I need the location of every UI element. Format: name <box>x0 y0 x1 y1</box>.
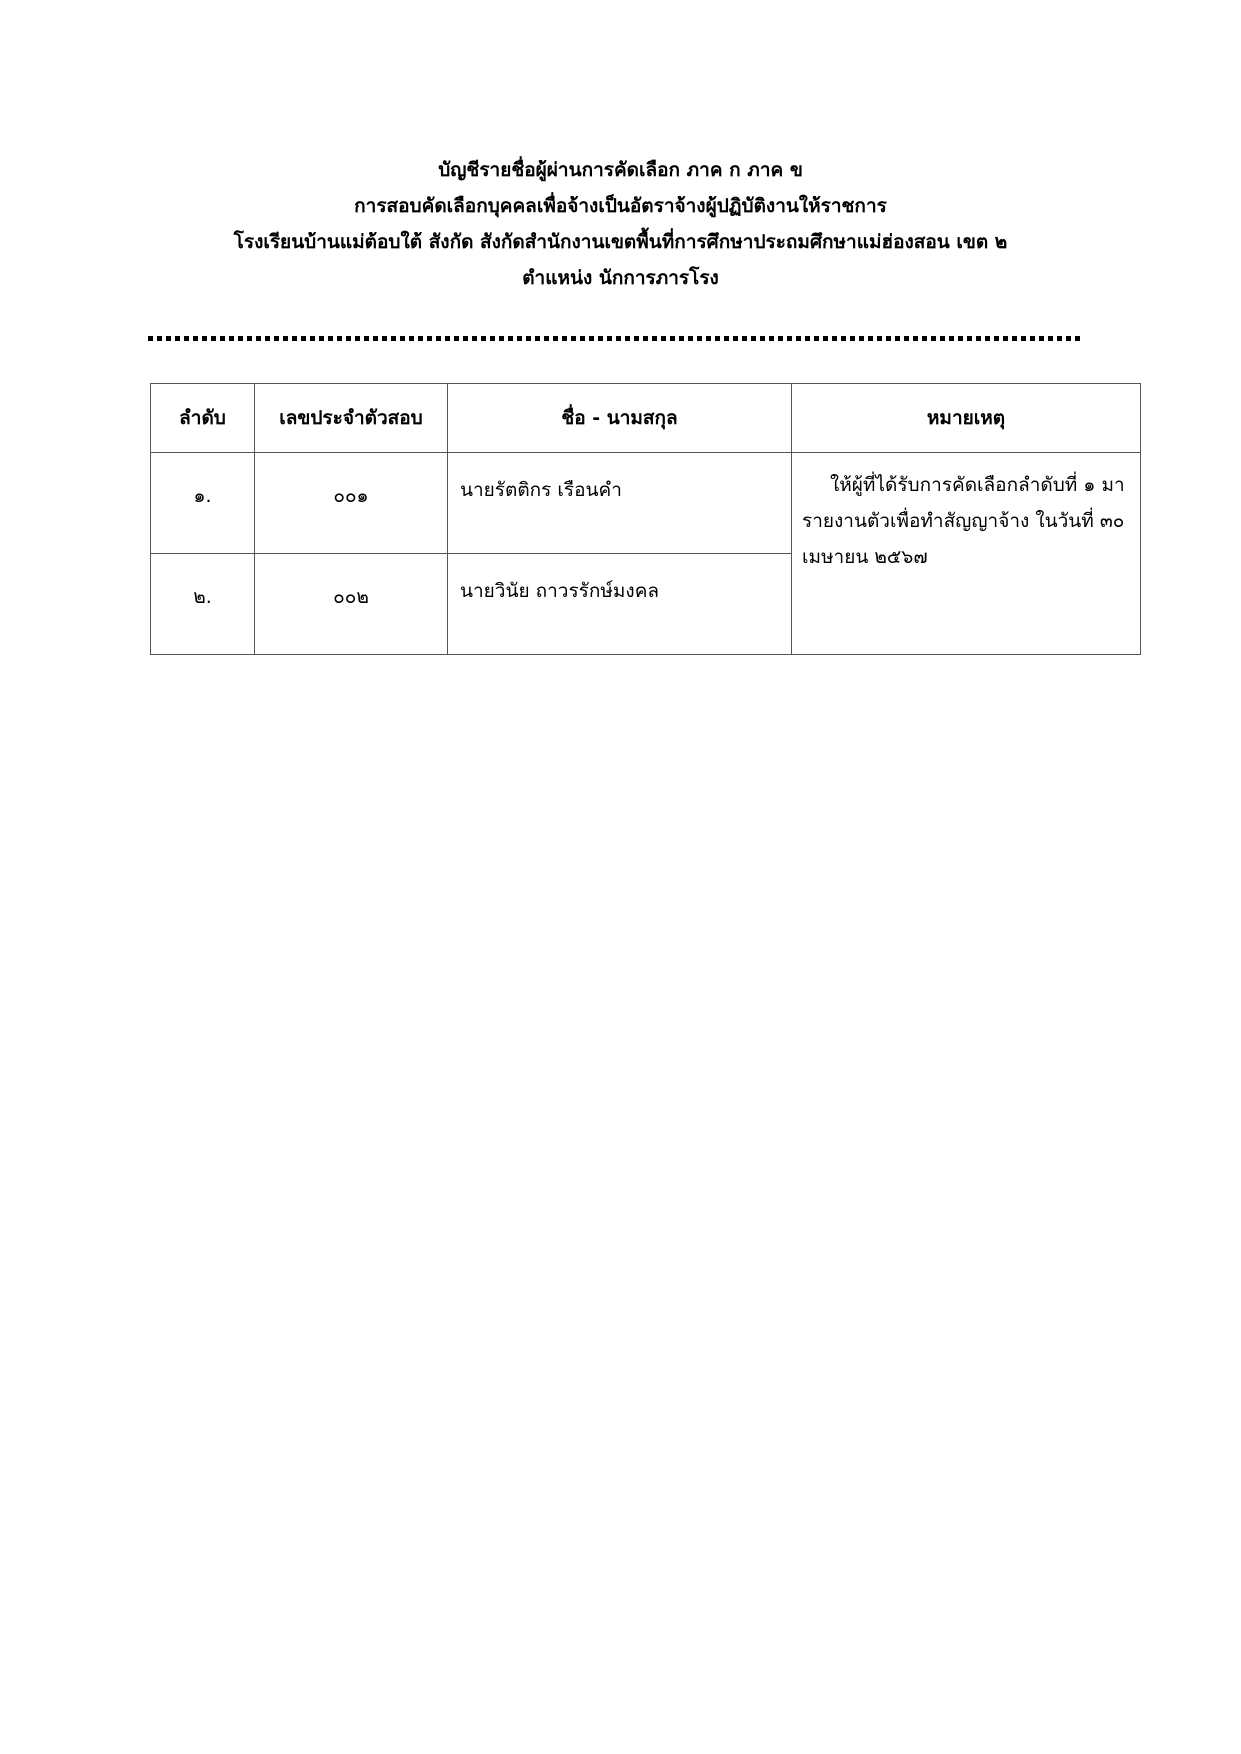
note-cell <box>792 453 1141 655</box>
results-table <box>150 383 1141 655</box>
divider-dot <box>985 336 990 341</box>
divider-dot <box>256 336 261 341</box>
divider-dot <box>1048 336 1053 341</box>
divider-dot <box>634 336 639 341</box>
divider-dot <box>229 336 234 341</box>
divider-dot <box>652 336 657 341</box>
divider-dot <box>481 336 486 341</box>
divider-dot <box>265 336 270 341</box>
divider-dot <box>1039 336 1044 341</box>
divider-dot <box>850 336 855 341</box>
divider-dot <box>1003 336 1008 341</box>
divider-dot <box>508 336 513 341</box>
divider-dot <box>697 336 702 341</box>
document-header <box>0 152 1241 296</box>
document-title: บัญชีรายชื่อผู้ผ่านการคัดเลือก ภาค ก ภาค ข <box>438 159 803 181</box>
divider-dot <box>175 336 180 341</box>
divider-dot <box>796 336 801 341</box>
note-text: ให้ผู้ที่ได้รับการคัดเลือกลำดับที่ ๑ มารายงานตัวเพื่อทำสัญญาจ้าง ในวันที่ ๓๐ เมษายน ๒๕๖๗ <box>802 474 1125 568</box>
row-name: นายวินัย ถาวรรักษ์มงคล <box>448 554 792 655</box>
divider-dot <box>220 336 225 341</box>
divider-dot <box>319 336 324 341</box>
divider-dot <box>643 336 648 341</box>
divider-dot <box>166 336 171 341</box>
divider-dot <box>409 336 414 341</box>
dotted-divider <box>148 336 1092 345</box>
divider-dot <box>499 336 504 341</box>
divider-dot <box>733 336 738 341</box>
school-affiliation: โรงเรียนบ้านแม่ต้อบใต้ สังกัด สังกัดสำนักงานเขตพื้นที่การศึกษาประถมศึกษาแม่ฮ่องสอน เขต ๒ <box>233 231 1008 253</box>
row-order: ๑. <box>151 453 255 554</box>
divider-dot <box>1057 336 1062 341</box>
divider-dot <box>184 336 189 341</box>
divider-dot <box>238 336 243 341</box>
divider-dot <box>895 336 900 341</box>
divider-dot <box>607 336 612 341</box>
divider-dot <box>310 336 315 341</box>
divider-dot <box>472 336 477 341</box>
divider-dot <box>391 336 396 341</box>
header-note: หมายเหตุ <box>792 384 1141 453</box>
divider-dot <box>994 336 999 341</box>
divider-dot <box>823 336 828 341</box>
divider-dot <box>400 336 405 341</box>
divider-dot <box>292 336 297 341</box>
divider-dot <box>814 336 819 341</box>
divider-dot <box>1012 336 1017 341</box>
divider-dot <box>382 336 387 341</box>
divider-dot <box>742 336 747 341</box>
divider-dot <box>922 336 927 341</box>
divider-dot <box>670 336 675 341</box>
divider-dot <box>679 336 684 341</box>
divider-dot <box>1021 336 1026 341</box>
divider-dot <box>976 336 981 341</box>
divider-dot <box>211 336 216 341</box>
divider-dot <box>877 336 882 341</box>
divider-dot <box>580 336 585 341</box>
divider-dot <box>931 336 936 341</box>
divider-dot <box>913 336 918 341</box>
divider-dot <box>490 336 495 341</box>
divider-dot <box>193 336 198 341</box>
divider-dot <box>706 336 711 341</box>
divider-dot <box>346 336 351 341</box>
table-header-row <box>151 384 1141 453</box>
divider-dot <box>418 336 423 341</box>
divider-dot <box>1066 336 1071 341</box>
divider-dot <box>958 336 963 341</box>
divider-dot <box>544 336 549 341</box>
divider-dot <box>805 336 810 341</box>
divider-dot <box>841 336 846 341</box>
divider-dot <box>625 336 630 341</box>
divider-dot <box>202 336 207 341</box>
divider-dot <box>148 336 153 341</box>
divider-dot <box>751 336 756 341</box>
divider-dot <box>778 336 783 341</box>
divider-dot <box>283 336 288 341</box>
row-name: นายรัตติกร เรือนคำ <box>448 453 792 554</box>
divider-dot <box>886 336 891 341</box>
divider-dot <box>598 336 603 341</box>
divider-dot <box>589 336 594 341</box>
divider-dot <box>760 336 765 341</box>
divider-dot <box>157 336 162 341</box>
divider-dot <box>859 336 864 341</box>
divider-dot <box>247 336 252 341</box>
divider-dot <box>427 336 432 341</box>
divider-dot <box>769 336 774 341</box>
divider-dot <box>328 336 333 341</box>
divider-dot <box>967 336 972 341</box>
divider-dot <box>553 336 558 341</box>
divider-dot <box>1075 336 1080 341</box>
header-exam-id: เลขประจำตัวสอบ <box>255 384 448 453</box>
divider-dot <box>868 336 873 341</box>
divider-dot <box>337 336 342 341</box>
divider-dot <box>904 336 909 341</box>
divider-dot <box>463 336 468 341</box>
divider-dot <box>724 336 729 341</box>
divider-dot <box>274 336 279 341</box>
header-name: ชื่อ - นามสกุล <box>448 384 792 453</box>
divider-dot <box>1030 336 1035 341</box>
document-subtitle: การสอบคัดเลือกบุคคลเพื่อจ้างเป็นอัตราจ้างผู้ปฏิบัติงานให้ราชการ <box>354 195 887 217</box>
table-row <box>151 453 1141 554</box>
divider-dot <box>535 336 540 341</box>
divider-dot <box>373 336 378 341</box>
divider-dot <box>787 336 792 341</box>
position-title: ตำแหน่ง นักการภารโรง <box>522 267 719 289</box>
row-exam-id: ๐๐๑ <box>255 453 448 554</box>
divider-dot <box>661 336 666 341</box>
divider-dot <box>688 336 693 341</box>
divider-dot <box>364 336 369 341</box>
divider-dot <box>355 336 360 341</box>
divider-dot <box>715 336 720 341</box>
divider-dot <box>445 336 450 341</box>
divider-dot <box>301 336 306 341</box>
divider-dot <box>832 336 837 341</box>
divider-dot <box>616 336 621 341</box>
divider-dot <box>571 336 576 341</box>
row-order: ๒. <box>151 554 255 655</box>
divider-dot <box>436 336 441 341</box>
divider-dot <box>526 336 531 341</box>
divider-dot <box>940 336 945 341</box>
row-exam-id: ๐๐๒ <box>255 554 448 655</box>
divider-dot <box>454 336 459 341</box>
divider-dot <box>562 336 567 341</box>
divider-dot <box>949 336 954 341</box>
header-order: ลำดับ <box>151 384 255 453</box>
divider-dot <box>517 336 522 341</box>
